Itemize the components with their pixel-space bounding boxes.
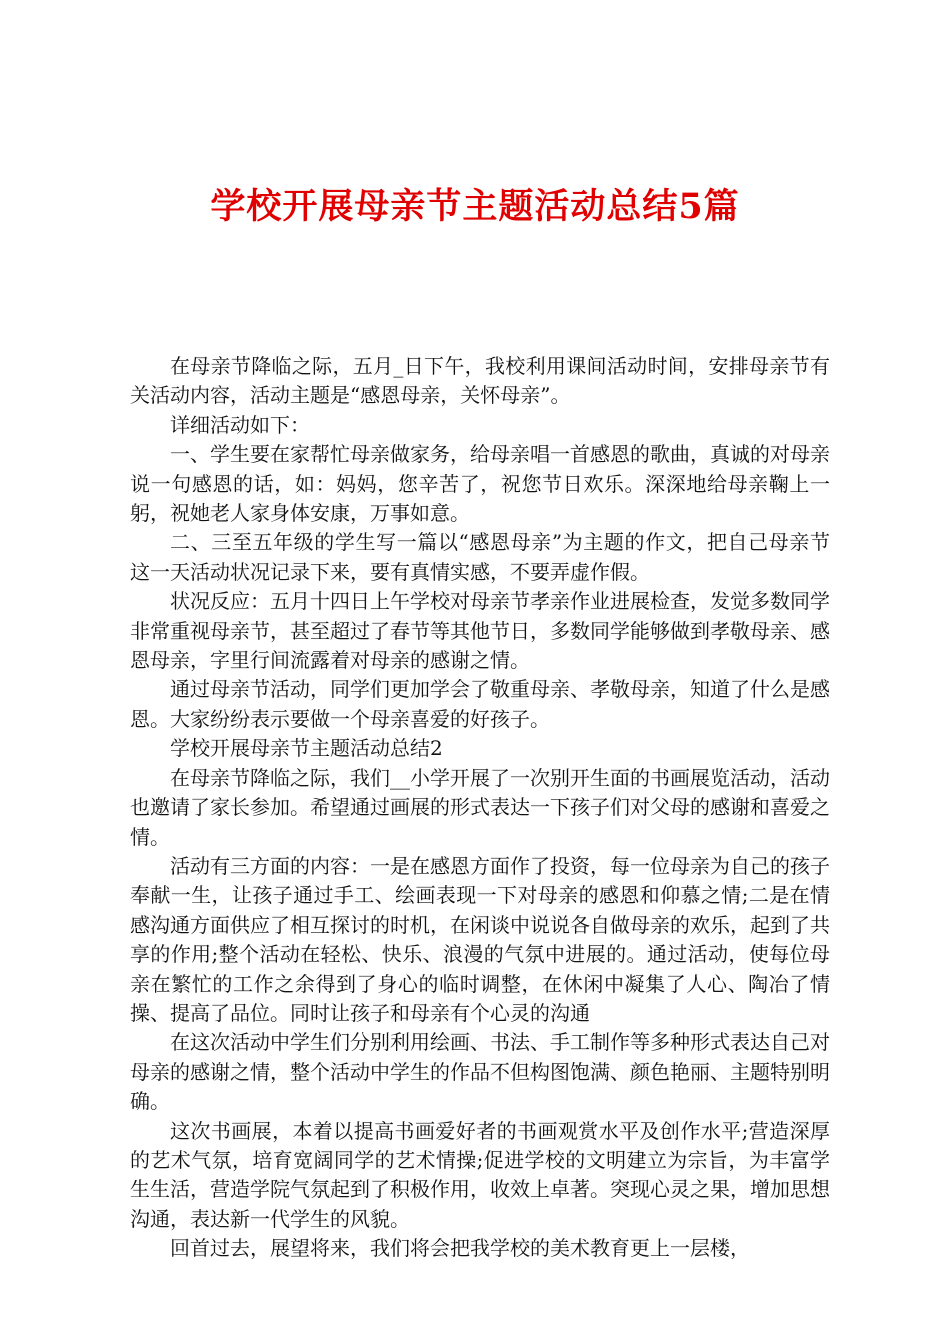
section-heading: 学校开展母亲节主题活动总结2 bbox=[170, 736, 443, 761]
paragraph: 这次书画展，本着以提高书画爱好者的书画观赏水平及创作水平;营造深厚的艺术气氛，培育宽阔同学的艺术情操;促进学校的文明建立为宗旨，为丰富学生生活，营造学院气氛起到了积极作用，收效上卓著。突现心灵之果，增加思想沟通，表达新一代学生的风貌。 bbox=[130, 1118, 830, 1231]
paragraph: 二、三至五年级的学生写一篇以“感恩母亲”为主题的作文，把自己母亲节这一天活动状况记录下来，要有真情实感，不要弄虚作假。 bbox=[130, 530, 830, 584]
paragraph: 详细活动如下： bbox=[170, 412, 310, 437]
paragraph: 活动有三方面的内容：一是在感恩方面作了投资，每一位母亲为自己的孩子奉献一生，让孩子通过手工、绘画表现一下对母亲的感恩和仰慕之情;二是在情感沟通方面供应了相互探讨的时机，在闲谈中说说各自做母亲的欢乐，起到了共享的作用;整个活动在轻松、快乐、浪漫的气氛中进展的。通过活动，使每位母亲在繁忙的工作之余得到了身心的临时调整，在休闲中凝集了人心、陶冶了情操、提高了品位。同时让孩子和母亲有个心灵的沟通 bbox=[130, 853, 830, 1025]
document-title: 学校开展母亲节主题活动总结5篇 bbox=[210, 186, 740, 227]
paragraph: 在母亲节降临之际，五月_日下午，我校利用课间活动时间，安排母亲节有关活动内容，活动主题是“感恩母亲，关怀母亲”。 bbox=[130, 354, 830, 408]
paragraph: 状况反应：五月十四日上午学校对母亲节孝亲作业进展检查，发觉多数同学非常重视母亲节，甚至超过了春节等其他节日，多数同学能够做到孝敬母亲、感恩母亲，字里行间流露着对母亲的感谢之情。 bbox=[130, 589, 830, 673]
paragraph: 一、学生要在家帮忙母亲做家务，给母亲唱一首感恩的歌曲，真诚的对母亲说一句感恩的话，如：妈妈，您辛苦了，祝您节日欢乐。深深地给母亲鞠上一躬，祝她老人家身体安康，万事如意。 bbox=[130, 442, 830, 526]
paragraph: 回首过去，展望将来，我们将会把我学校的美术教育更上一层楼， bbox=[170, 1236, 750, 1261]
paragraph: 通过母亲节活动，同学们更加学会了敬重母亲、孝敬母亲，知道了什么是感恩。大家纷纷表示要做一个母亲喜爱的好孩子。 bbox=[130, 677, 830, 731]
paragraph: 在母亲节降临之际，我们__小学开展了一次别开生面的书画展览活动，活动也邀请了家长参加。希望通过画展的形式表达一下孩子们对父母的感谢和喜爱之情。 bbox=[130, 765, 830, 849]
document-body bbox=[130, 352, 830, 1264]
paragraph: 在这次活动中学生们分别利用绘画、书法、手工制作等多种形式表达自己对母亲的感谢之情，整个活动中学生的作品不但构图饱满、颜色艳丽、主题特别明确。 bbox=[130, 1030, 830, 1114]
